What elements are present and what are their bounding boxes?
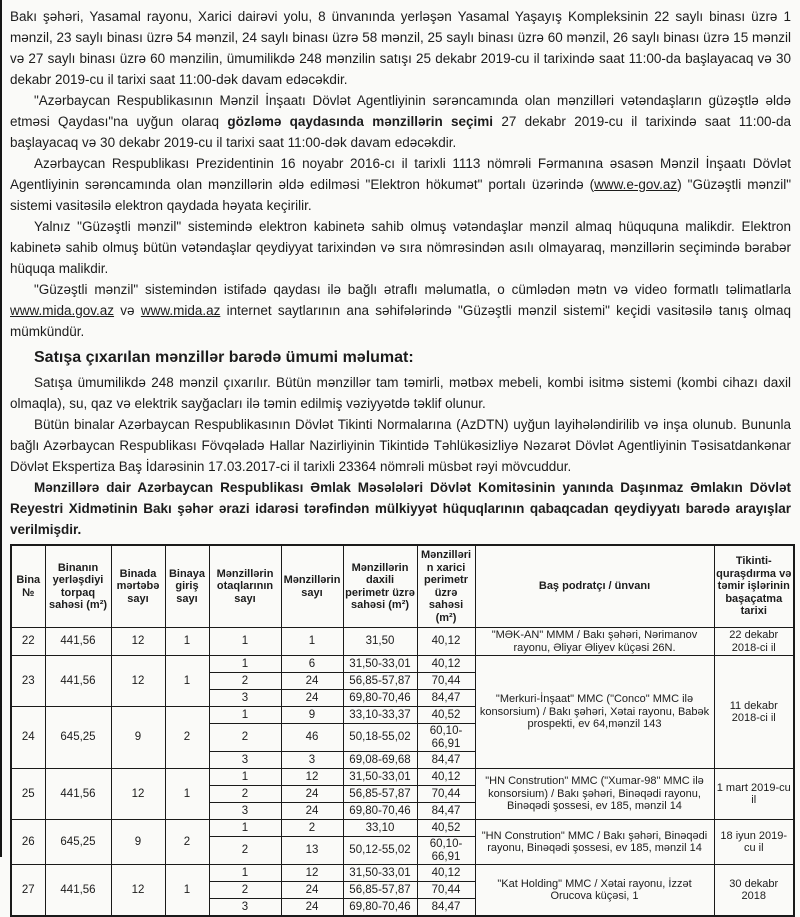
cell-outer-area: 60,10-66,91 — [417, 724, 475, 752]
document-page — [2, 0, 800, 917]
cell-entrance-count: 2 — [165, 820, 209, 865]
text-run: Satışa ümumilikdə 248 mənzil çıxarılır. Bütün mənzillər tam təmirli, mətbəx mebeli, kombi isitmə sistemi (kombi cihazı daxil olmaqla), su, qaz və elektrik sayğacları ilə təmin edilmiş vəziyyətdə təklif olunur. — [10, 375, 791, 411]
cell-completion-date: 11 dekabr 2018-ci il — [714, 656, 794, 769]
cell-floor-count: 9 — [111, 820, 165, 865]
cell-entrance-count: 1 — [165, 628, 209, 656]
cell-land-area: 645,25 — [45, 707, 111, 769]
text-run: Bakı şəhəri, Yasamal rayonu, Xarici dairəvi yolu, 8 ünvanında yerləşən Yasamal Yaşayış Kompleksinin 22 saylı binası üzrə 1 mənzil, 23 saylı binası üzrə 54 mənzil, 24 saylı binası üzrə 58 mənzil, 25 saylı binası üzrə 60 mənzil, 26 saylı binası üzrə 15 mənzil və 27 saylı binası üzrə 60 mənzilin, ümumilikdə 248 mənzilin satışı 25 dekabr 2019-cu il tarixində saat 11:00-da başlayacaq və 30 dekabr 2019-cu il tarixi saat 11:00-dək davam edəcəkdir. — [10, 9, 791, 87]
cell-inner-area: 50,18-55,02 — [343, 724, 417, 752]
cell-inner-area: 31,50-33,01 — [343, 865, 417, 882]
text-run: Azərbaycan Respublikası Prezidentinin 16 noyabr 2016-cı il tarixli 1113 nömrəli Fərmanına əsasən Mənzil İnşaatı Dövlət Agentliyinin sərəncamında olan mənzillərin əldə edilməsi "Elektron hökumət" portalı üzərində ( — [10, 156, 791, 192]
cell-apartment-count: 6 — [281, 656, 343, 673]
cell-apartment-count: 3 — [281, 752, 343, 769]
cell-outer-area: 70,44 — [417, 882, 475, 899]
cell-outer-area: 40,12 — [417, 769, 475, 786]
cell-contractor: "HN Constrution" MMC ("Xumar-98" MMC ilə konsorsium) / Bakı şəhəri, Binəqədi rayonu, Binəqədi şossesi, ev 185, mənzil 14 — [475, 769, 714, 820]
cell-apartment-count: 12 — [281, 865, 343, 882]
cell-building-number: 26 — [11, 820, 45, 865]
cell-outer-area: 84,47 — [417, 803, 475, 820]
cell-entrance-count: 2 — [165, 707, 209, 769]
cell-outer-area: 70,44 — [417, 786, 475, 803]
cell-inner-area: 56,85-57,87 — [343, 786, 417, 803]
column-header: Baş podratçı / ünvanı — [475, 545, 714, 628]
cell-floor-count: 12 — [111, 656, 165, 707]
cell-outer-area: 84,47 — [417, 690, 475, 707]
cell-room-count: 1 — [209, 865, 281, 882]
cell-room-count: 3 — [209, 690, 281, 707]
text-run: 27 dekabr 2019-cu il tarixində saat 11:00-da başlayacaq və 30 dekabr 2019-cu il tarixi saat 11:00-dək davam edəcəkdir. — [10, 114, 791, 150]
paragraph — [10, 372, 791, 414]
cell-contractor: "HN Constrution" MMC / Bakı şəhəri, Binəqədi rayonu, Binəqədi şossesi, ev 185, mənzil 14 — [475, 820, 714, 865]
cell-land-area: 441,56 — [45, 769, 111, 820]
text-run: Mənzillərə dair Azərbaycan Respublikası Əmlak Məsələləri Dövlət Komitəsinin yanında Daşınmaz Əmlakın Dövlət Reyestri Xidmətinin Bakı şəhər ərazi idarəsi tərəfindən mülkiyyət hüquqlarının qabaqcadan qeydiyyatı barədə arayışlar verilmişdir. — [10, 480, 791, 537]
text-run: "Azərbaycan Respublikasının Mənzil İnşaatı Dövlət Agentliyinin sərəncamında olan mənzilləri vətəndaşların güzəştlə əldə etməsi Qaydası"na uyğun olaraq — [10, 93, 791, 129]
table-row — [11, 865, 794, 882]
cell-outer-area: 70,44 — [417, 673, 475, 690]
table-row — [11, 820, 794, 837]
paragraph — [10, 153, 791, 216]
cell-apartment-count: 12 — [281, 769, 343, 786]
cell-inner-area: 69,08-69,68 — [343, 752, 417, 769]
cell-room-count: 2 — [209, 786, 281, 803]
cell-inner-area: 31,50-33,01 — [343, 656, 417, 673]
column-header: Mənzillərin daxili perimetr üzrə sahəsi (m²) — [343, 545, 417, 628]
cell-inner-area: 69,80-70,46 — [343, 899, 417, 917]
cell-inner-area: 31,50 — [343, 628, 417, 656]
cell-building-number: 25 — [11, 769, 45, 820]
cell-building-number: 24 — [11, 707, 45, 769]
cell-outer-area: 40,12 — [417, 656, 475, 673]
cell-inner-area: 50,12-55,02 — [343, 837, 417, 865]
cell-apartment-count: 1 — [281, 628, 343, 656]
cell-inner-area: 56,85-57,87 — [343, 673, 417, 690]
cell-room-count: 1 — [209, 769, 281, 786]
table-body — [11, 628, 794, 917]
cell-outer-area: 84,47 — [417, 899, 475, 917]
cell-completion-date: 1 mart 2019-cu il — [714, 769, 794, 820]
cell-apartment-count: 9 — [281, 707, 343, 724]
cell-outer-area: 84,47 — [417, 752, 475, 769]
link[interactable]: www.e-gov.az — [594, 177, 678, 192]
cell-inner-area: 33,10-33,37 — [343, 707, 417, 724]
column-header: Binada mərtəbə sayı — [111, 545, 165, 628]
cell-floor-count: 12 — [111, 865, 165, 917]
cell-inner-area: 33,10 — [343, 820, 417, 837]
cell-building-number: 23 — [11, 656, 45, 707]
cell-apartment-count: 24 — [281, 899, 343, 917]
cell-land-area: 441,56 — [45, 628, 111, 656]
text-run: Satışa çıxarılan mənzillər barədə ümumi məlumat: — [34, 349, 414, 366]
cell-room-count: 2 — [209, 724, 281, 752]
cell-completion-date: 22 dekabr 2018-ci il — [714, 628, 794, 656]
cell-outer-area: 60,10-66,91 — [417, 837, 475, 865]
text-run: ) "Güzəştli mənzil" sistemi vasitəsilə elektron qaydada həyata keçirilir. — [10, 177, 792, 213]
cell-apartment-count: 2 — [281, 820, 343, 837]
cell-land-area: 645,25 — [45, 820, 111, 865]
apartments-table — [10, 544, 795, 917]
link[interactable]: www.mida.az — [140, 303, 221, 318]
cell-apartment-count: 24 — [281, 690, 343, 707]
cell-apartment-count: 13 — [281, 837, 343, 865]
paragraph — [10, 216, 791, 279]
paragraph — [10, 90, 791, 153]
cell-building-number: 27 — [11, 865, 45, 917]
cell-room-count: 3 — [209, 752, 281, 769]
document-body — [10, 6, 791, 540]
cell-room-count: 3 — [209, 803, 281, 820]
cell-entrance-count: 1 — [165, 865, 209, 917]
cell-outer-area: 40,12 — [417, 628, 475, 656]
cell-floor-count: 9 — [111, 707, 165, 769]
table-row — [11, 656, 794, 673]
cell-room-count: 1 — [209, 628, 281, 656]
cell-contractor: "Kat Holding" MMC / Xətai rayonu, İzzət Orucova küçəsi, 1 — [475, 865, 714, 917]
text-run: gözləmə qaydasında mənzillərin seçimi — [227, 114, 494, 129]
cell-land-area: 441,56 — [45, 656, 111, 707]
table-row — [11, 628, 794, 656]
cell-floor-count: 12 — [111, 628, 165, 656]
cell-apartment-count: 24 — [281, 673, 343, 690]
cell-room-count: 2 — [209, 837, 281, 865]
text-run: internet saytlarının ana səhifələrində "Güzəştli mənzil sistemi" keçidi vasitəsilə tanış olmaq mümkündür. — [10, 303, 791, 339]
table-row — [11, 769, 794, 786]
paragraph — [10, 279, 791, 342]
text-run: "Güzəştli mənzil" sistemindən istifadə qaydası ilə bağlı ətraflı məlumatla, o cümlədən mətn və video formatlı təlimatlarla — [34, 282, 791, 297]
cell-completion-date: 30 dekabr 2018 — [714, 865, 794, 917]
cell-contractor: "MƏK-AN" MMM / Bakı şəhəri, Nərimanov rayonu, Əliyar Əliyev küçəsi 26N. — [475, 628, 714, 656]
cell-apartment-count: 24 — [281, 803, 343, 820]
cell-apartment-count: 24 — [281, 882, 343, 899]
cell-room-count: 1 — [209, 707, 281, 724]
cell-room-count: 2 — [209, 673, 281, 690]
cell-outer-area: 40,52 — [417, 820, 475, 837]
link[interactable]: www.mida.gov.az — [10, 303, 115, 318]
cell-inner-area: 69,80-70,46 — [343, 803, 417, 820]
cell-inner-area: 69,80-70,46 — [343, 690, 417, 707]
cell-completion-date: 18 iyun 2019-cu il — [714, 820, 794, 865]
cell-outer-area: 40,12 — [417, 865, 475, 882]
cell-inner-area: 56,85-57,87 — [343, 882, 417, 899]
cell-apartment-count: 46 — [281, 724, 343, 752]
column-header: Mənzillərin otaqlarının sayı — [209, 545, 281, 628]
text-run: və — [114, 303, 141, 318]
cell-room-count: 3 — [209, 899, 281, 917]
column-header: Bina № — [11, 545, 45, 628]
column-header: Mənzillərin xarici perimetr üzrə sahəsi (m²) — [417, 545, 475, 628]
paragraph — [10, 6, 791, 90]
column-header: Tikinti-quraşdırma və təmir işlərinin başaçatma tarixi — [714, 545, 794, 628]
paragraph — [10, 477, 791, 540]
cell-floor-count: 12 — [111, 769, 165, 820]
cell-apartment-count: 24 — [281, 786, 343, 803]
cell-room-count: 1 — [209, 820, 281, 837]
cell-room-count: 1 — [209, 656, 281, 673]
table-header-row — [11, 545, 794, 628]
paragraph — [10, 414, 791, 477]
cell-inner-area: 31,50-33,01 — [343, 769, 417, 786]
column-header: Mənzillərin sayı — [281, 545, 343, 628]
text-run: Yalnız "Güzəştli mənzil" sistemində elektron kabinetə sahib olmuş vətəndaşlar mənzil almaq hüququna malikdir. Elektron kabinetə sahib olmuş bütün vətəndaşlar qeydiyyat tarixindən və sıra nömrəsindən asılı olmayaraq, mənzillərin seçimində bərabər hüquqa malikdir. — [10, 219, 791, 276]
cell-room-count: 2 — [209, 882, 281, 899]
cell-contractor: "Merkuri-İnşaat" MMC ("Conco" MMC ilə konsorsium) / Bakı şəhəri, Xətai rayonu, Babək prospekti, ev 64,mənzil 143 — [475, 656, 714, 769]
cell-entrance-count: 1 — [165, 656, 209, 707]
cell-entrance-count: 1 — [165, 769, 209, 820]
column-header: Binaya giriş sayı — [165, 545, 209, 628]
cell-land-area: 441,56 — [45, 865, 111, 917]
cell-building-number: 22 — [11, 628, 45, 656]
section-heading — [10, 347, 791, 369]
cell-outer-area: 40,52 — [417, 707, 475, 724]
text-run: Bütün binalar Azərbaycan Respublikasının Dövlət Tikinti Normalarına (AzDTN) uyğun layihələndirilib və inşa olunub. Bununla bağlı Azərbaycan Respublikası Fövqəladə Hallar Nazirliyinin Tikintidə Təhlükəsizliyə Nəzarət Dövlət Agentliyinin Təsisatdankənar Dövlət Ekspertiza Baş İdarəsinin 17.03.2017-ci il tarixli 23364 nömrəli müsbət rəyi mövcuddur. — [10, 417, 791, 474]
column-header: Binanın yerləşdiyi torpaq sahəsi (m²) — [45, 545, 111, 628]
